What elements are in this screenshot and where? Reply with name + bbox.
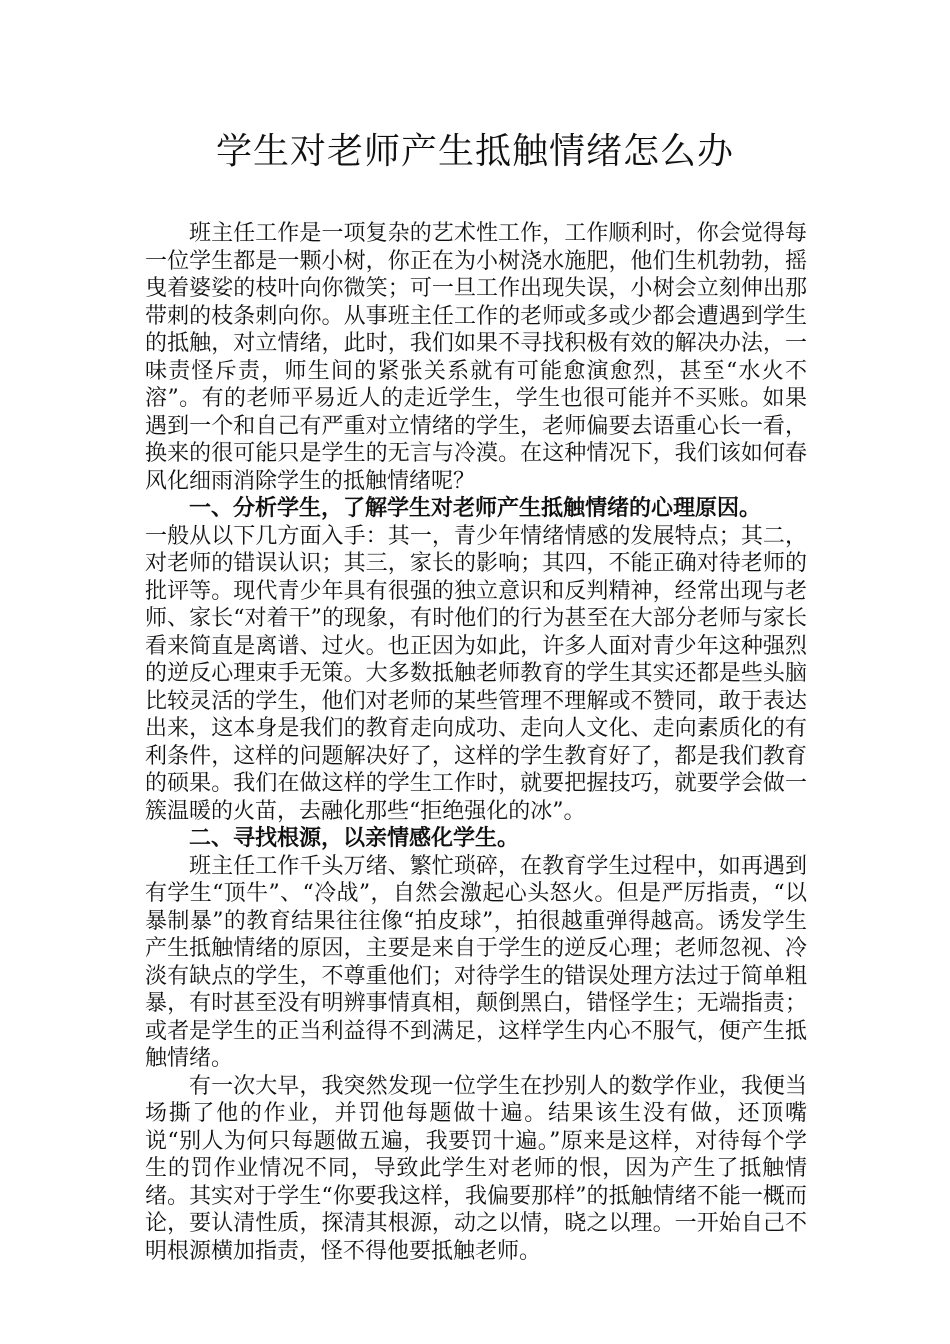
section-2-paragraph-1: 班主任工作千头万绪、繁忙琐碎，在教育学生过程中，如再遇到有学生“顶牛”、“冷战”，自然会激起心头怒火。但是严厉指责，“以暴制暴”的教育结果往往像“拍皮球”，拍很越重弹得越高。诱发学生产生抵触情绪的原因，主要是来自于学生的逆反心理；老师忽视、冷淡有缺点的学生，不尊重他们；对待学生的错误处理方法过于简单粗暴，有时甚至没有明辨事情真相，颠倒黑白，错怪学生；无端指责；或者是学生的正当利益得不到满足，这样学生内心不服气，便产生抵触情绪。 [145, 853, 807, 1071]
section-1-heading: 一、分析学生，了解学生对老师产生抵触情绪的心理原因。 [189, 495, 762, 521]
document-body [145, 220, 807, 1265]
section-2-heading: 二、寻找根源，以亲情感化学生。 [189, 825, 520, 851]
page-title: 学生对老师产生抵触情绪怎么办 [215, 131, 734, 172]
section-2-paragraph-2: 有一次大早，我突然发现一位学生在抄别人的数学作业，我便当场撕了他的作业，并罚他每题做十遍。结果该生没有做，还顶嘴说“别人为何只每题做五遍，我要罚十遍。”原来是这样，对待每个学生的罚作业情况不同，导致此学生对老师的恨，因为产生了抵触情绪。其实对于学生“你要我这样，我偏要那样”的抵触情绪不能一概而论，要认清性质，探清其根源，动之以情，晓之以理。一开始自己不明根源横加指责，怪不得他要抵触老师。 [145, 1073, 807, 1264]
intro-paragraph: 班主任工作是一项复杂的艺术性工作，工作顺利时，你会觉得每一位学生都是一颗小树，你正在为小树浇水施肥，他们生机勃勃，摇曳着婆娑的枝叶向你微笑；可一旦工作出现失误，小树会立刻伸出那带刺的枝条刺向你。从事班主任工作的老师或多或少都会遭遇到学生的抵触，对立情绪，此时，我们如果不寻找积极有效的解决办法，一味责怪斥责，师生间的紧张关系就有可能愈演愈烈，甚至“水火不溶”。有的老师平易近人的走近学生，学生也很可能并不买账。如果遇到一个和自己有严重对立情绪的学生，老师偏要去语重心长一看，换来的很可能只是学生的无言与冷漠。在这种情况下，我们该如何春风化细雨消除学生的抵触情绪呢？ [145, 221, 807, 494]
section-1-paragraph: 一般从以下几方面入手：其一，青少年情绪情感的发展特点；其二，对老师的错误认识；其三，家长的影响；其四，不能正确对待老师的批评等。现代青少年具有很强的独立意识和反判精神，经常出现与老师、家长“对着干”的现象，有时他们的行为甚至在大部分老师与家长看来简直是离谱、过火。也正因为如此，许多人面对青少年这种强烈的逆反心理束手无策。大多数抵触老师教育的学生其实还都是些头脑比较灵活的学生，他们对老师的某些管理不理解或不赞同，敢于表达出来，这本身是我们的教育走向成功、走向人文化、走向素质化的有利条件，这样的问题解决好了，这样的学生教育好了，都是我们教育的硕果。我们在做这样的学生工作时，就要把握技巧，就要学会做一簇温暖的火苗，去融化那些“拒绝强化的冰”。 [145, 523, 807, 824]
